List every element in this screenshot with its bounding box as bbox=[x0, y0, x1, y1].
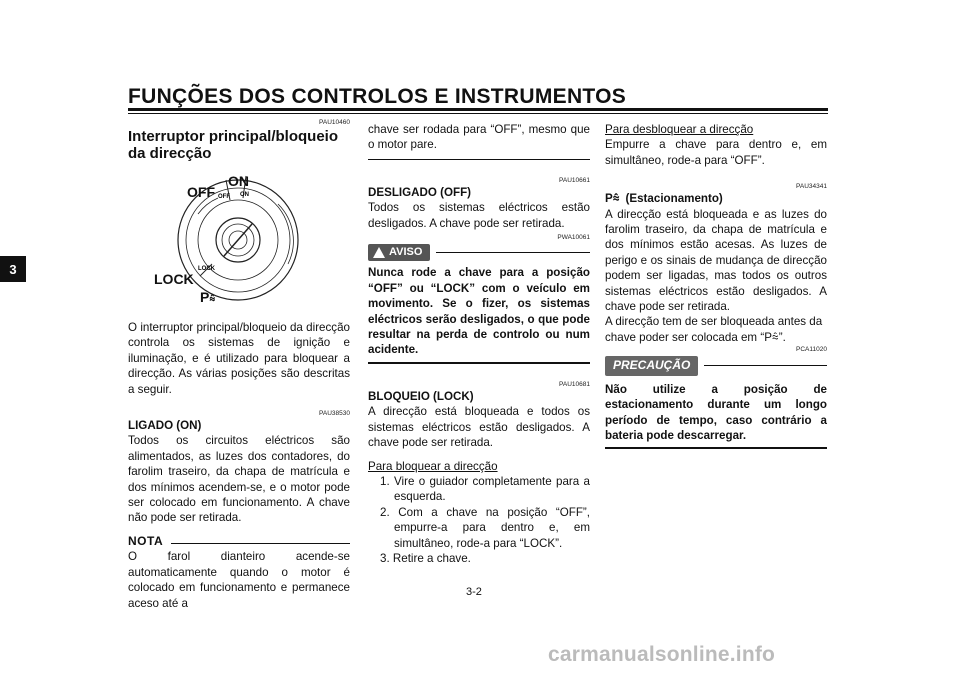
parking-paragraph: A direcção está bloqueada e as luzes do farolim traseiro, da chapa de matrícula e dos mínimos estão acesas. As luzes de perigo e os sinais de mudança de direcção podem ser ligadas, mas todos os outros sistemas eléctricos estão desligados. A chave pode ser retirada. bbox=[605, 207, 827, 314]
warning-badge: AVISO bbox=[368, 244, 430, 261]
ref-code: PWA10061 bbox=[557, 234, 590, 242]
warning-header bbox=[368, 244, 590, 261]
unlock-paragraph: Empurre a chave para dentro e, em simultâneo, rode-a para “OFF”. bbox=[605, 138, 827, 167]
note-end-rule bbox=[368, 159, 590, 160]
svg-text:OFF: OFF bbox=[218, 194, 230, 200]
ref-code: PCA11020 bbox=[796, 346, 827, 354]
ref-code: PAU10661 bbox=[559, 176, 590, 184]
note-header bbox=[128, 534, 350, 549]
off-paragraph: Todos os sistemas eléctricos estão desligados. A chave pode ser retirada. bbox=[368, 201, 590, 230]
parking-icon: P⩯ bbox=[764, 330, 779, 344]
list-item: 2. Com a chave na posição “OFF”, empurre-a para dentro e, em simultâneo, rode-a para “LOCK”. bbox=[380, 505, 590, 550]
off-heading: DESLIGADO (OFF) bbox=[368, 185, 472, 199]
ref-code: PAU38530 bbox=[319, 410, 350, 418]
title-rule-thin bbox=[128, 113, 828, 114]
lock-subheading: Para bloquear a direcção bbox=[368, 459, 498, 473]
ref-code: PAU34341 bbox=[796, 183, 827, 191]
parking-heading: P⩯ (Estacionamento) bbox=[605, 192, 723, 206]
column-1 bbox=[128, 118, 350, 611]
caution-badge: PRECAUÇÃO bbox=[605, 356, 698, 375]
page-number: 3-2 bbox=[466, 586, 482, 598]
warning-icon bbox=[373, 247, 385, 258]
intro-paragraph: O interruptor principal/bloqueio da direcção controla os sistemas de ignição e iluminação, e é utilizado para bloquear a direcção. As várias posições são descritas a seguir. bbox=[128, 321, 350, 396]
column-3 bbox=[605, 118, 827, 449]
list-item: 3. Retire a chave. bbox=[380, 551, 471, 565]
svg-text:ON: ON bbox=[240, 192, 249, 198]
ref-code: PAU10681 bbox=[559, 380, 590, 388]
label-on: ON bbox=[228, 173, 249, 189]
lock-steps bbox=[368, 474, 590, 566]
column-2 bbox=[368, 118, 590, 566]
lock-paragraph: A direcção está bloqueada e todos os sistemas eléctricos estão desligados. A chave pode ser retirada. bbox=[368, 405, 590, 450]
caution-header bbox=[605, 356, 827, 375]
parking-paragraph-2: A direcção tem de ser bloqueada antes da chave poder ser colocada em “P⩯”. bbox=[605, 315, 823, 344]
label-parking: P⩯ bbox=[200, 289, 216, 305]
unlock-subheading: Para desbloquear a direcção bbox=[605, 123, 754, 136]
label-lock: LOCK bbox=[154, 271, 194, 287]
ref-code: PAU10460 bbox=[319, 119, 350, 126]
page-title: FUNÇÕES DOS CONTROLOS E INSTRUMENTOS bbox=[128, 85, 627, 108]
ignition-switch-figure bbox=[128, 164, 350, 316]
caution-paragraph: Não utilize a posição de estacionamento durante um longo período de tempo, caso contrário a bateria pode descarregar. bbox=[605, 382, 827, 442]
warning-end-rule bbox=[368, 362, 590, 364]
label-off: OFF bbox=[187, 184, 215, 200]
title-rule bbox=[128, 108, 828, 111]
parking-icon: P⩯ bbox=[605, 192, 620, 206]
svg-text:LOCK: LOCK bbox=[198, 266, 215, 272]
caution-end-rule bbox=[605, 447, 827, 449]
continued-paragraph: chave ser rodada para “OFF”, mesmo que o motor pare. bbox=[368, 123, 590, 152]
on-paragraph: Todos os circuitos eléctricos são alimentados, as luzes dos contadores, do farolim traseiro, da chapa de matrícula e dos mínimos acendem-se, e o motor pode ser colocado em funcionamento. A chave não pode ser retirada. bbox=[128, 434, 350, 525]
lock-heading: BLOQUEIO (LOCK) bbox=[368, 389, 474, 403]
note-label: NOTA bbox=[128, 533, 164, 548]
watermark: carmanualsonline.info bbox=[548, 643, 776, 666]
section-heading: Interruptor principal/bloqueio da direcção bbox=[128, 128, 338, 162]
chapter-tab: 3 bbox=[0, 256, 26, 282]
warning-paragraph: Nunca rode a chave para a posição “OFF” ou “LOCK” com o veículo em movimento. Se o fizer, os sistemas eléctricos serão desligados, o que pode resultar na perda de controlo ou num acidente. bbox=[368, 266, 590, 357]
list-item: 1. Vire o guiador completamente para a esquerda. bbox=[380, 474, 590, 504]
note-paragraph: O farol dianteiro acende-se automaticamente quando o motor é colocado em funcionamento e permanece aceso até a bbox=[128, 550, 350, 610]
on-heading: LIGADO (ON) bbox=[128, 419, 202, 433]
